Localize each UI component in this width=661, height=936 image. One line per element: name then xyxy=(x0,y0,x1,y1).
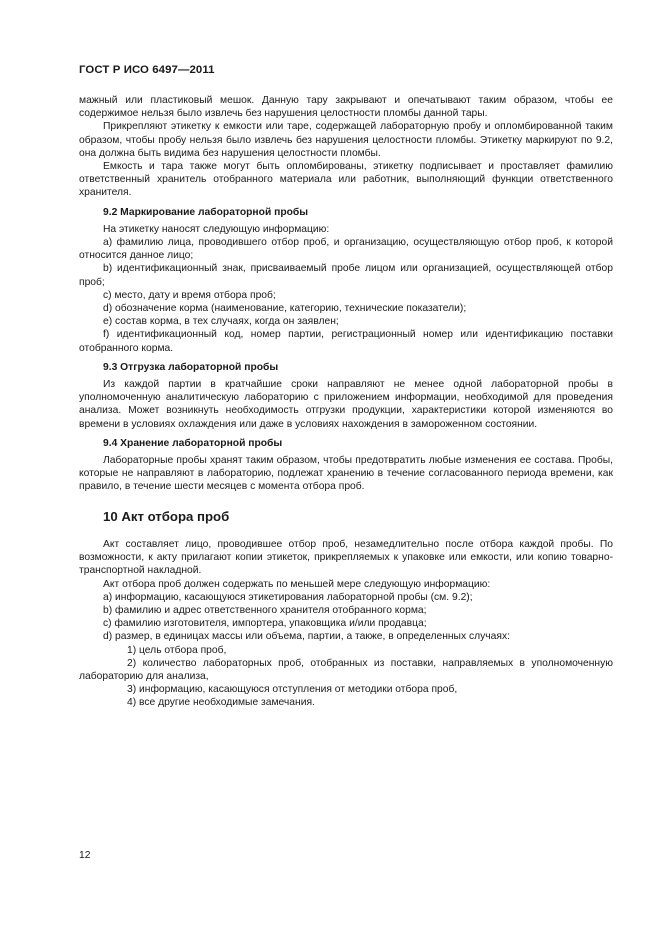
sub-list-item: 3) информацию, касающуюся отступления от методики отбора проб, xyxy=(127,684,458,696)
paragraph: Прикрепляют этикетку к емкости или таре, содержащей лабораторную пробу и опломбированной таким образом, чтобы пробу нельзя было извлечь без нарушения целостности пломбы. Этикетку маркируют по 9.2, она должна быть видима без нарушения целостности пломбы. xyxy=(79,121,613,159)
list-item: c) фамилию изготовителя, импортера, упаковщика и/или продавца; xyxy=(103,618,427,630)
list-item: c) место, дату и время отбора проб; xyxy=(103,289,276,301)
paragraph: На этикетку наносят следующую информацию: xyxy=(103,223,330,235)
list-item: b) фамилию и адрес ответственного хранителя отобранного корма; xyxy=(103,604,427,616)
section-heading-9-2: 9.2 Маркирование лабораторной пробы xyxy=(103,206,309,218)
paragraph: Из каждой партии в кратчайшие сроки направляют не менее одной лабораторной пробы в уполномоченную аналитическую лабораторию с приложением информации, необходимой для проведения анализа. Может возникнуть необходимость отгрузки продукции, характеристики которой изменяются во времени в условиях охлаждения или даже в условиях нахождения в замороженном состоянии. xyxy=(79,379,613,430)
paragraph: Акт составляет лицо, проводившее отбор проб, незамедлительно после отбора каждой пробы. По возможности, к акту прилагают копии этикеток, прикрепляемых к упаковке или емкости, или копию товарно-транспортной накладной. xyxy=(79,538,613,577)
list-item: d) размер, в единицах массы или объема, партии, а также, в определенных случаях: xyxy=(103,631,510,643)
document-body xyxy=(79,94,613,710)
section-heading-10: 10 Акт отбора проб xyxy=(103,508,230,524)
page-number: 12 xyxy=(79,850,91,861)
paragraph: Емкость и тара также могут быть опломбированы, этикетку подписывает и проставляет фамилию ответственный хранитель отобранного материала или работник, выполняющий функции ответственного хранителя. xyxy=(79,161,613,199)
list-item: a) фамилию лица, проводившего отбор проб, и организацию, осуществляющую отбор проб, к которой относится данное лицо; xyxy=(79,237,613,262)
document-header: ГОСТ Р ИСО 6497—2011 xyxy=(79,64,215,76)
list-item: b) идентификационный знак, присваиваемый пробе лицом или организацией, осуществляющей отбор проб; xyxy=(79,263,613,288)
list-item: e) состав корма, в тех случаях, когда он заявлен; xyxy=(103,316,339,328)
list-item: f) идентификационный код, номер партии, регистрационный номер или идентификацию поставки отобранного корма. xyxy=(79,329,613,354)
list-item: d) обозначение корма (наименование, категорию, технические показатели); xyxy=(103,303,467,315)
section-heading-9-4: 9.4 Хранение лабораторной пробы xyxy=(103,437,283,449)
sub-list-item: 1) цель отбора проб, xyxy=(127,644,227,656)
list-item: a) информацию, касающуюся этикетирования лабораторной пробы (см. 9.2); xyxy=(103,591,473,603)
paragraph: Лабораторные пробы хранят таким образом, чтобы предотвратить любые изменения ее состава. Пробы, которые не направляют в лабораторию, подлежат хранению в течение согласованного периода времени, как правило, в течение шести месяцев с момента отбора проб. xyxy=(79,455,613,493)
section-heading-9-3: 9.3 Отгрузка лабораторной пробы xyxy=(103,361,279,373)
sub-list-item: 4) все другие необходимые замечания. xyxy=(127,697,315,709)
sub-list-item: 2) количество лабораторных проб, отобранных из поставки, направляемых в уполномоченную лабораторию для анализа, xyxy=(79,657,613,682)
paragraph: мажный или пластиковый мешок. Данную тару закрывают и опечатывают таким образом, чтобы ее содержимое нельзя было извлечь без нарушения целостности пломбы данной тары. xyxy=(79,95,613,120)
paragraph: Акт отбора проб должен содержать по меньшей мере следующую информацию: xyxy=(103,578,491,590)
